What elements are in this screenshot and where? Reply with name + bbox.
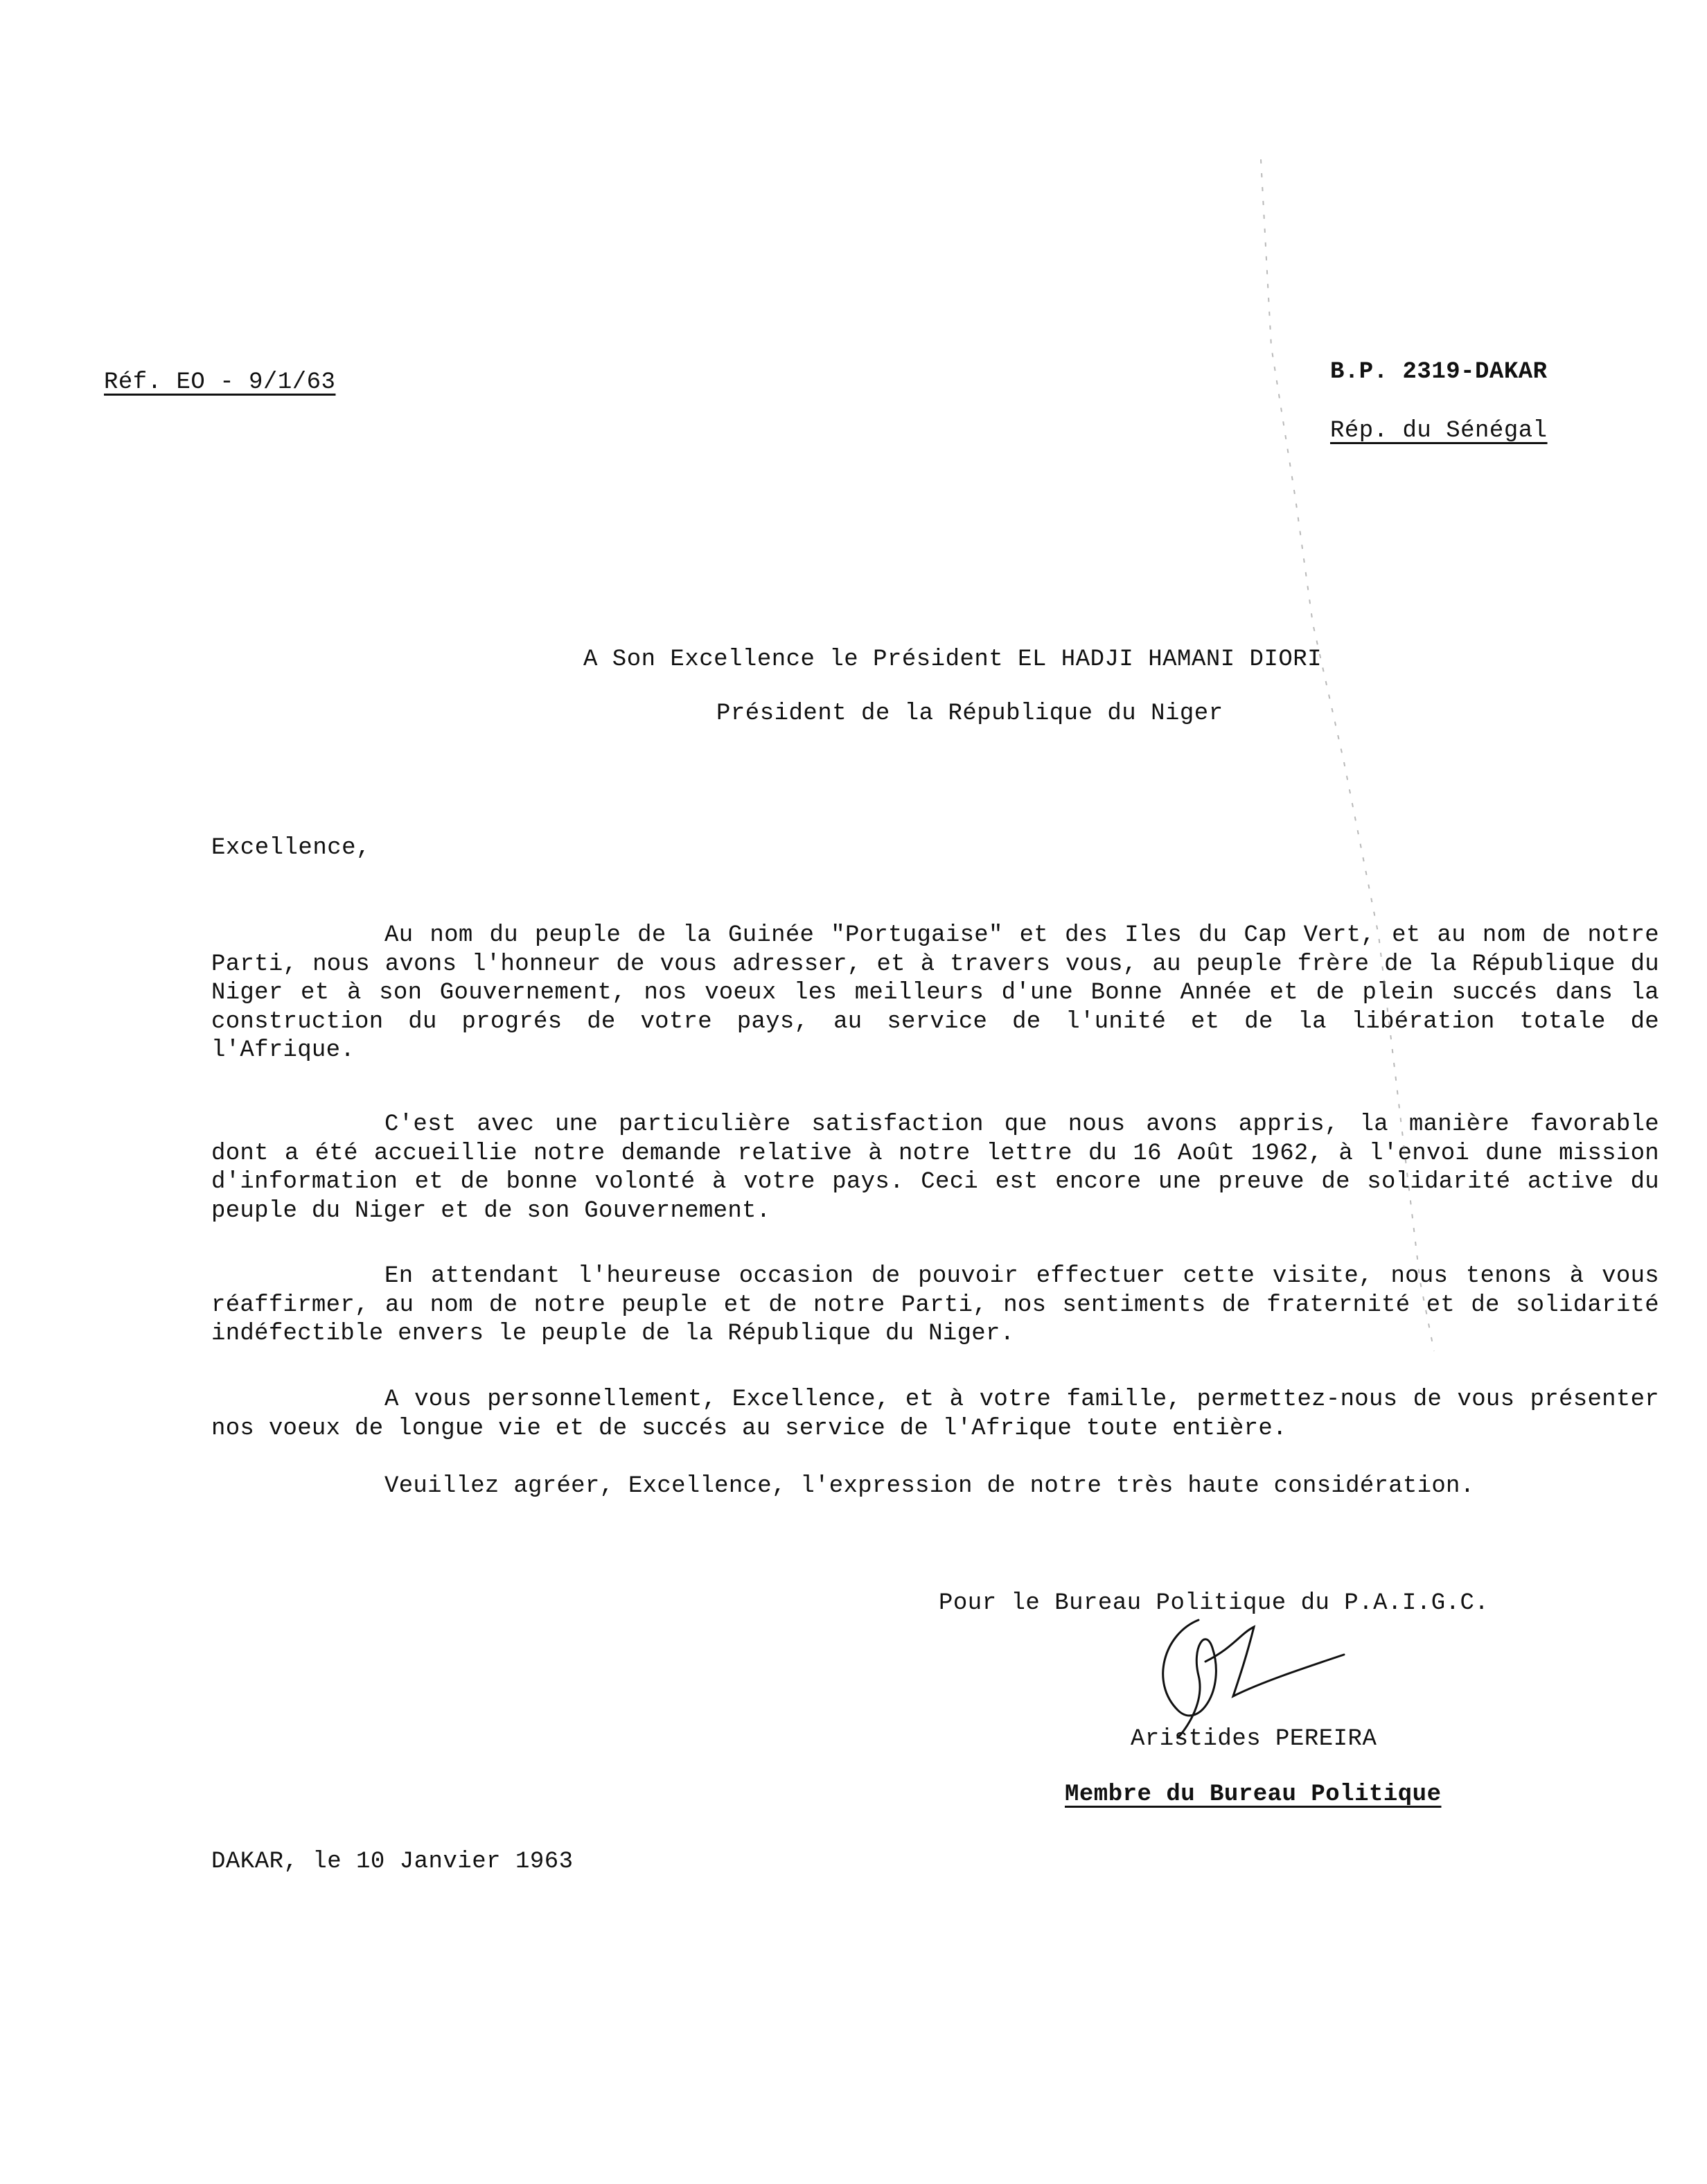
body-paragraph-3: En attendant l'heureuse occasion de pouvoir effectuer cette visite, nous tenons à vous réaffirmer, au nom de notre peuple et de notre Parti, nos sentiments de fraternité et de solidarité indéfectible envers le peuple de la République du Niger. <box>211 1263 1659 1347</box>
addressee-line-1: A Son Excellence le Président EL HADJI HAMANI DIORI <box>583 646 1323 673</box>
body-paragraph-2: C'est avec une particulière satisfaction que nous avons appris, la manière favorable dont a été accueillie notre demande relative à notre lettre du 16 Août 1962, à l'envoi dune mission d'information et de bonne volonté à votre pays. Ceci est encore une preuve de solidarité active du peuple du Niger et de son Gouvernement. <box>211 1111 1659 1224</box>
country: Rép. du Sénégal <box>1330 418 1548 444</box>
place-and-date: DAKAR, le 10 Janvier 1963 <box>211 1849 574 1875</box>
closing-line: Pour le Bureau Politique du P.A.I.G.C. <box>939 1590 1489 1617</box>
signer-title: Membre du Bureau Politique <box>1065 1781 1442 1808</box>
postal-box: B.P. 2319-DAKAR <box>1330 359 1548 385</box>
reference-number: Réf. EO - 9/1/63 <box>104 369 336 396</box>
addressee-line-2: Président de la République du Niger <box>716 701 1223 727</box>
body-paragraph-1: Au nom du peuple de la Guinée "Portugaise" et des Iles du Cap Vert, et au nom de notre Parti, nous avons l'honneur de vous adresser, et à travers vous, au peuple frère de la République du Niger et à son Gouvernement, nos voeux les meilleurs d'une Bonne Année et de plein succés dans la construction du progrés de votre pays, au service de l'unité et de la libération totale de l'Afrique. <box>211 922 1659 1064</box>
salutation: Excellence, <box>211 835 371 861</box>
signer-name: Aristides PEREIRA <box>1131 1726 1377 1752</box>
body-paragraph-4: A vous personnellement, Excellence, et à votre famille, permettez-nous de vous présenter nos voeux de longue vie et de succés au service de l'Afrique toute entière. <box>211 1386 1659 1442</box>
body-paragraph-5: Veuillez agréer, Excellence, l'expression de notre très haute considération. <box>384 1473 1475 1499</box>
